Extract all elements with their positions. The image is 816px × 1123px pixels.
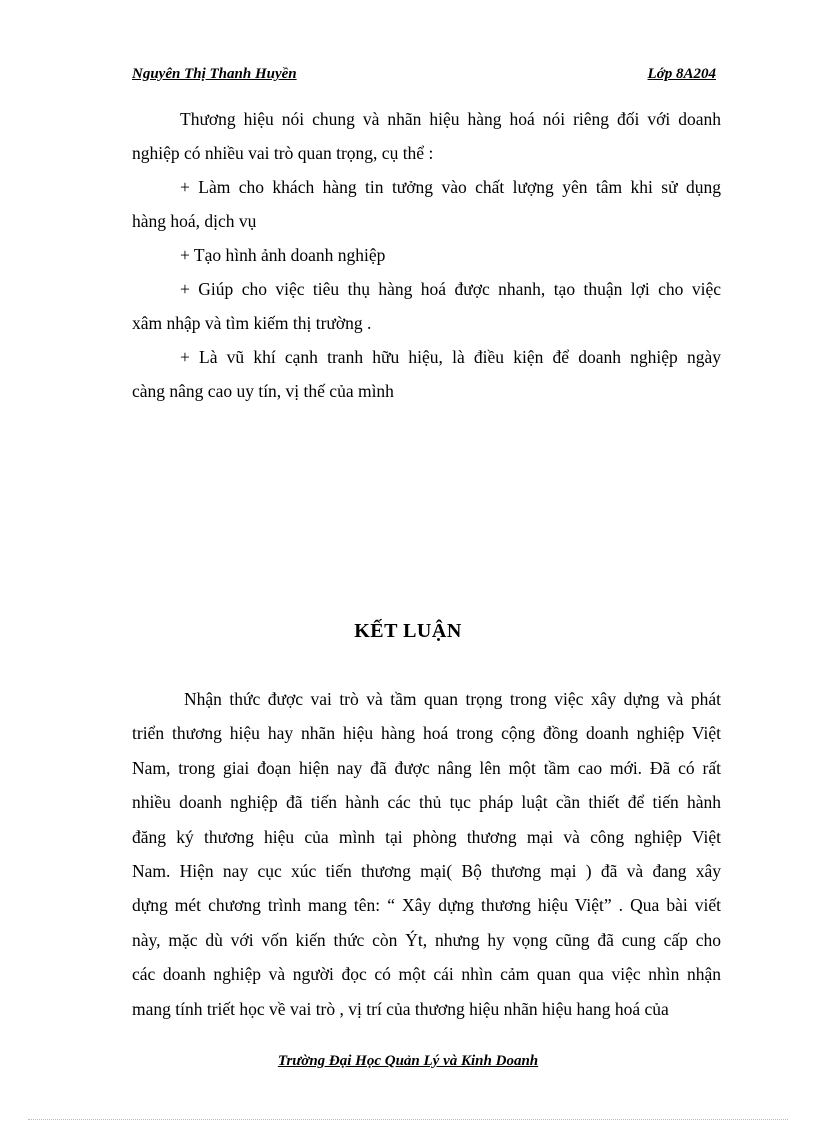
intro-paragraph-5 — [132, 340, 721, 408]
text-line: nhiều doanh nghiệp đã tiến hành các thủ tục pháp luật cần thiết để tiến hành — [132, 792, 721, 813]
intro-paragraph-2 — [132, 170, 721, 238]
text-line: hàng hoá, dịch vụ — [132, 211, 257, 231]
text-line: triển thương hiệu hay nhãn hiệu hàng hoá trong cộng đồng doanh nghiệp Việt — [132, 723, 721, 744]
text-line: càng nâng cao uy tín, vị thế của mình — [132, 381, 394, 401]
text-line: + Làm cho khách hàng tin tưởng vào chất lượng yên tâm khi sử dụng — [180, 177, 721, 197]
text-line: này, mặc dù với vốn kiến thức còn Ýt, nhưng hy vọng cũng đã cung cấp cho — [132, 929, 721, 950]
conclusion-section — [132, 682, 721, 1026]
intro-paragraph-3 — [132, 238, 721, 272]
page-bottom-divider — [28, 1119, 788, 1120]
conclusion-paragraph — [132, 682, 721, 1026]
text-line: nghiệp có nhiều vai trò quan trọng, cụ thể : — [132, 143, 434, 163]
page-header — [132, 66, 716, 88]
text-line: Nhận thức được vai trò và tầm quan trọng trong việc xây dựng và phát — [184, 689, 721, 709]
text-line: dựng mét chương trình mang tên: “ Xây dựng thương hiệu Việt” . Qua bài viết — [132, 895, 721, 916]
conclusion-title: KẾT LUẬN — [354, 620, 462, 642]
class-label: Lớp 8A204 — [647, 66, 716, 82]
text-line: + Tạo hình ảnh doanh nghiệp — [180, 245, 386, 265]
intro-paragraph-4 — [132, 272, 721, 340]
intro-section — [132, 102, 721, 408]
page-footer: Trường Đại Học Quản Lý và Kinh Doanh — [277, 1053, 539, 1069]
text-line: + Giúp cho việc tiêu thụ hàng hoá được nhanh, tạo thuận lợi cho việc — [180, 279, 721, 299]
text-line: mang tính triết học về vai trò , vị trí của thương hiệu nhãn hiệu hang hoá của — [132, 998, 669, 1019]
text-line: các doanh nghiệp và người đọc có một cái nhìn cảm quan qua việc nhìn nhận — [132, 964, 721, 985]
author-name: Nguyên Thị Thanh Huyền — [132, 66, 297, 82]
text-line: Thương hiệu nói chung và nhãn hiệu hàng hoá nói riêng đối với doanh — [180, 109, 721, 129]
text-line: Nam. Hiện nay cục xúc tiến thương mại( Bộ thương mại ) đã và đang xây — [132, 861, 721, 882]
intro-paragraph-1 — [132, 102, 721, 170]
text-line: Nam, trong giai đoạn hiện nay đã được nâng lên một tầm cao mới. Đã có rất — [132, 757, 721, 778]
text-line: + Là vũ khí cạnh tranh hữu hiệu, là điều kiện để doanh nghiệp ngày — [180, 347, 721, 367]
text-line: xâm nhập và tìm kiếm thị trường . — [132, 313, 372, 333]
text-line: đăng ký thương hiệu của mình tại phòng thương mại và công nghiệp Việt — [132, 826, 721, 847]
